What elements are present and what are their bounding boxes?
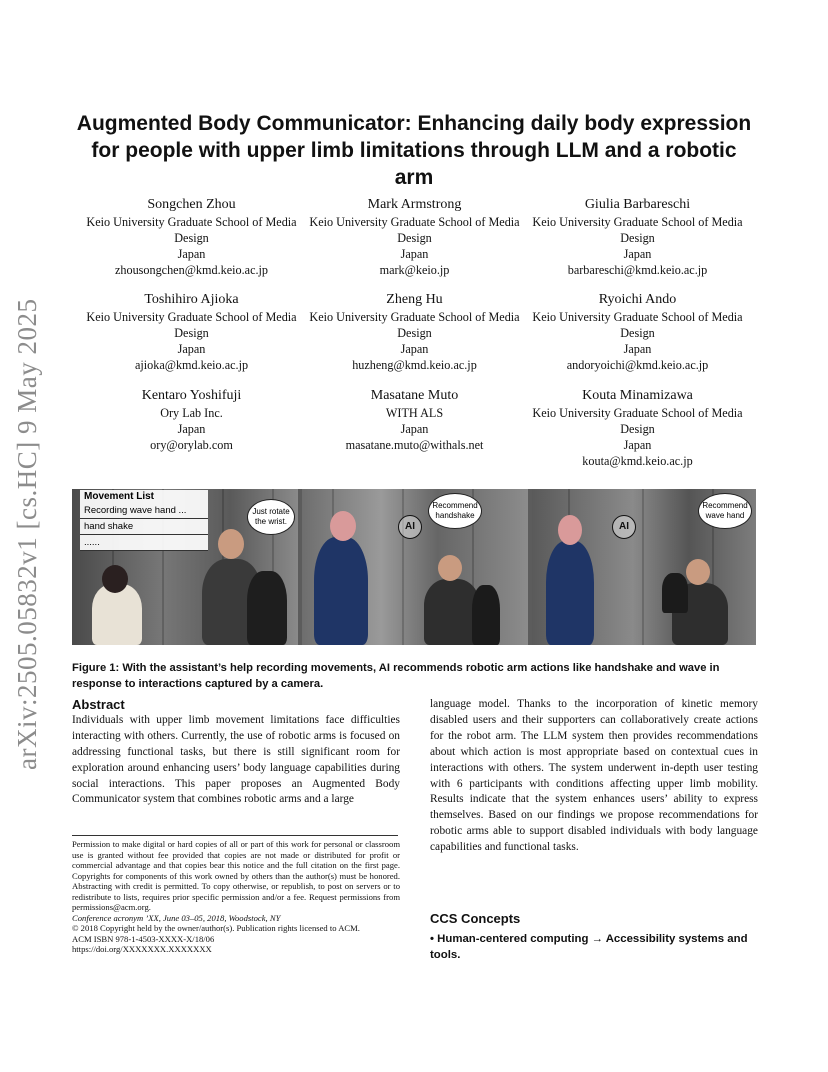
ccs-heading: CCS Concepts [430, 911, 521, 926]
author-affiliation: Keio University Graduate School of Media Design [86, 215, 297, 245]
movement-list-title: Movement List [84, 491, 155, 502]
author-name: Kentaro Yoshifuji [141, 388, 242, 403]
abstract-heading: Abstract [72, 697, 125, 712]
author-name: Songchen Zhou [147, 197, 236, 212]
user-head [218, 529, 244, 559]
ai-icon: AI [612, 515, 636, 539]
speech-bubble: Just rotate the wrist. [247, 499, 295, 535]
copyright-line: © 2018 Copyright held by the owner/author(s). Publication rights licensed to ACM. [72, 923, 360, 933]
figure-caption: Figure 1: With the assistant’s help recording movements, AI recommends robotic arm actions like handshake and wave in response to interactions captured by a camera. [72, 662, 720, 690]
ccs-concepts: • Human-centered computing → Accessibility systems and tools. [430, 932, 748, 961]
author-email: kouta@kmd.keio.ac.jp [582, 454, 693, 468]
author-country: Japan [177, 247, 206, 261]
author-affiliation: Keio University Graduate School of Media Design [309, 310, 520, 340]
author-card [526, 387, 749, 469]
figure-panel-handshake [302, 489, 528, 645]
author-country: Japan [177, 342, 206, 356]
author-country: Japan [623, 247, 652, 261]
arxiv-identifier: arXiv:2505.05832v1 [cs.HC] 9 May 2025 [12, 298, 42, 770]
user-head [438, 555, 462, 581]
isbn-line: ACM ISBN 978-1-4503-XXXX-X/18/06 [72, 933, 215, 944]
author-email: masatane.muto@withals.net [345, 438, 484, 452]
conference-line: Conference acronym ’XX, June 03–05, 2018, Woodstock, NY [72, 912, 281, 923]
author-country: Japan [400, 247, 429, 261]
author-card [80, 387, 303, 453]
author-email: barbareschi@kmd.keio.ac.jp [567, 263, 708, 277]
author-name: Masatane Muto [370, 388, 459, 403]
ai-icon: AI [398, 515, 422, 539]
author-card [526, 291, 749, 373]
robotic-arm [247, 571, 287, 645]
speech-bubble: Recommend handshake [428, 493, 482, 529]
author-affiliation: WITH ALS [385, 406, 444, 420]
figure-panel-wave [532, 489, 756, 645]
doi-link[interactable]: https://doi.org/XXXXXXX.XXXXXXX [72, 944, 212, 954]
author-card [303, 387, 526, 453]
author-name: Toshihiro Ajioka [144, 292, 239, 307]
author-card [80, 196, 303, 278]
author-name: Zheng Hu [386, 292, 443, 307]
copyright-footnote [72, 839, 400, 955]
author-email: huzheng@kmd.keio.ac.jp [352, 358, 477, 372]
author-country: Japan [400, 342, 429, 356]
ccs-section [430, 911, 758, 963]
visitor-head [330, 511, 356, 541]
author-affiliation: Keio University Graduate School of Media Design [532, 215, 743, 245]
author-email: zhousongchen@kmd.keio.ac.jp [114, 263, 269, 277]
author-name: Kouta Minamizawa [582, 388, 693, 403]
teaser-figure [72, 489, 756, 645]
assistant-head [102, 565, 128, 593]
author-email: andoryoichi@kmd.keio.ac.jp [566, 358, 709, 372]
user-head [686, 559, 710, 585]
movement-list-item: ...... [80, 535, 208, 551]
movement-list-item: hand shake [80, 519, 208, 535]
author-email: ory@orylab.com [150, 438, 233, 452]
author-country: Japan [623, 438, 652, 452]
visitor-person [546, 541, 594, 645]
author-country: Japan [177, 422, 206, 436]
author-card [303, 196, 526, 278]
assistant-person [92, 584, 142, 645]
visitor-head [558, 515, 582, 545]
speech-bubble: Recommend wave hand [698, 493, 752, 529]
robotic-arm [472, 585, 500, 645]
permission-notice: Permission to make digital or hard copies of all or part of this work for personal or classroom use is granted without fee provided that copies are not made or distributed for profit or commercial advantage and that copies bear this notice and the full citation on the first page. Copyrights for components of this work owned by others than the author(s) must be honored. Abstracting with credit is permitted. To copy otherwise, or republish, to post on servers or to redistribute to lists, requires prior specific permission and/or a fee. Request permissions from permissions@acm.org. [72, 839, 400, 912]
footnote-divider [72, 835, 398, 836]
author-name: Mark Armstrong [367, 197, 462, 212]
author-affiliation: Keio University Graduate School of Media Design [86, 310, 297, 340]
abstract-left-column [72, 697, 400, 808]
abstract-right-column [430, 697, 758, 856]
author-card [526, 196, 749, 278]
abstract-text-right: language model. Thanks to the incorporation of kinetic memory disabled users and their supporters can collaboratively create actions for the robot arm. The LLM system then provides recommendations about which action is most appropriate based on contextual cues in interactions with others. The system underwent in-depth user testing with 6 participants with conditions affecting upper limb mobility. Results indicate that the system enhances users’ ability to express themselves. Based on our findings we propose recommendations for robotic arms able to support disabled individuals with body language capabilities and functional tasks. [430, 698, 758, 854]
paper-title: Augmented Body Communicator: Enhancing daily body expression for people with upper limb limitations through LLM and a robotic arm [76, 112, 752, 189]
robotic-arm [662, 573, 688, 613]
author-email: mark@keio.jp [379, 263, 450, 277]
abstract-text-left: Individuals with upper limb movement limitations face difficulties interacting with others. Currently, the use of robotic arms is focused on addressing functional tasks, but there is still significant room for exploration around enhancing users’ body language capabilities during social interactions. This paper proposes an Augmented Body Communicator system that combines robotic arms and a large [72, 713, 400, 806]
author-email: ajioka@kmd.keio.ac.jp [134, 358, 249, 372]
author-affiliation: Keio University Graduate School of Media Design [532, 406, 743, 436]
author-affiliation: Keio University Graduate School of Media Design [532, 310, 743, 340]
figure-panel-recording [72, 489, 298, 645]
author-name: Giulia Barbareschi [584, 197, 691, 212]
author-country: Japan [400, 422, 429, 436]
author-name: Ryoichi Ando [598, 292, 677, 307]
author-card [303, 291, 526, 373]
movement-list-overlay [80, 490, 208, 551]
author-card [80, 291, 303, 373]
visitor-person [314, 537, 368, 645]
author-affiliation: Keio University Graduate School of Media Design [309, 215, 520, 245]
author-affiliation: Ory Lab Inc. [160, 406, 223, 420]
author-country: Japan [623, 342, 652, 356]
movement-list-item: Recording wave hand ... [80, 503, 208, 519]
